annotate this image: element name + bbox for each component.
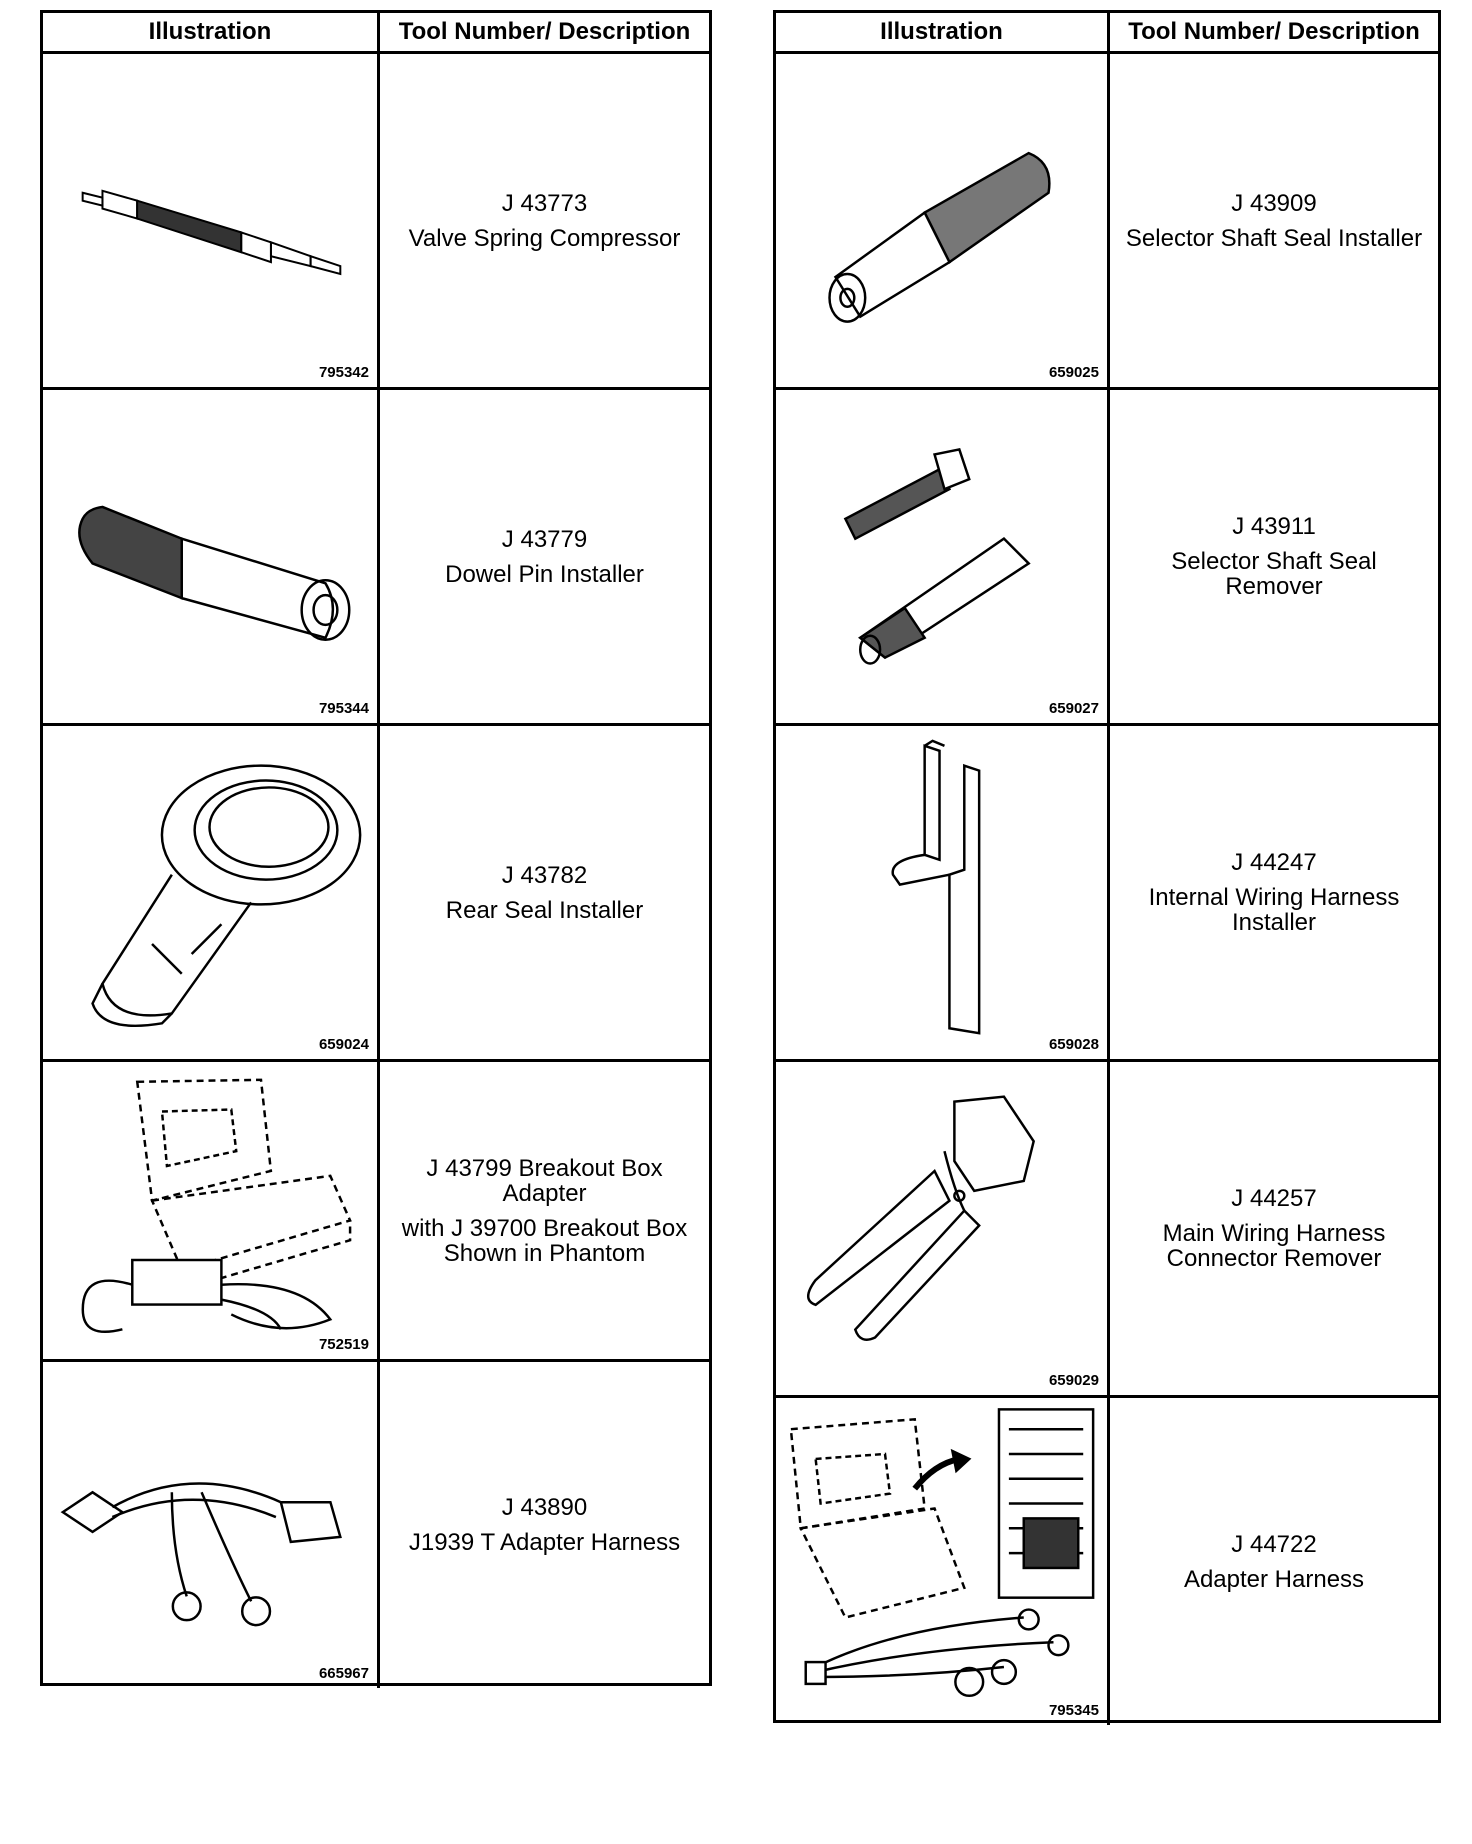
tool-description — [1110, 1062, 1438, 1395]
tool-description — [380, 1062, 709, 1359]
tool-description-line: Dowel Pin Installer — [445, 560, 644, 588]
right-tool-table — [773, 10, 1441, 1723]
tool-illustration-cell — [43, 726, 380, 1059]
table-row — [776, 1062, 1438, 1398]
tool-description-line: J1939 T Adapter Harness — [408, 1529, 681, 1556]
table-row — [43, 54, 709, 390]
tool-description — [380, 54, 709, 387]
tool-description-line: Main Wiring Harness — [1162, 1220, 1386, 1247]
tool-description — [1110, 390, 1438, 723]
tool-description-line: Installer — [1231, 909, 1317, 936]
header-tool-description: Tool Number/ Description — [398, 18, 691, 45]
tool-illustration-cell — [776, 1062, 1110, 1395]
rear-seal-installer-illustration — [43, 726, 377, 1059]
tool-number: J 43773 — [501, 189, 588, 217]
breakout-box-adapter-illustration — [43, 1062, 377, 1359]
tool-illustration-cell — [43, 54, 380, 387]
tool-illustration-cell — [43, 1362, 380, 1688]
tool-description — [380, 726, 709, 1059]
tool-description — [1110, 1398, 1438, 1725]
tool-description — [380, 1362, 709, 1688]
tool-description — [1110, 54, 1438, 387]
table-row — [43, 1362, 709, 1688]
figure-number: 665967 — [318, 1665, 369, 1682]
figure-number: 795345 — [1048, 1702, 1099, 1719]
tool-number: J 43890 — [501, 1494, 588, 1521]
tool-description-line: Selector Shaft Seal — [1171, 548, 1377, 575]
adapter-harness-illustration — [776, 1398, 1107, 1725]
tool-description-line: Internal Wiring Harness — [1148, 884, 1400, 911]
figure-number: 659025 — [1048, 364, 1099, 381]
main-wiring-harness-connector-remover-illustration — [776, 1062, 1107, 1395]
tool-description-line: Rear Seal Installer — [445, 896, 644, 924]
tool-description-line: Adapter Harness — [1183, 1565, 1365, 1593]
tool-illustration-cell — [776, 1398, 1110, 1725]
table-row — [776, 390, 1438, 726]
table-row — [776, 54, 1438, 390]
j1939-adapter-harness-illustration — [43, 1362, 377, 1688]
tool-illustration-cell — [43, 1062, 380, 1359]
table-row — [43, 390, 709, 726]
tool-number: J 43782 — [501, 861, 588, 889]
table-row — [776, 726, 1438, 1062]
table-header — [776, 13, 1438, 54]
tool-illustration-cell — [43, 390, 380, 723]
header-illustration: Illustration — [43, 13, 380, 51]
selector-shaft-seal-remover-illustration — [776, 390, 1107, 723]
valve-spring-compressor-illustration — [43, 54, 377, 387]
dowel-pin-installer-illustration — [43, 390, 377, 723]
tool-number: J 43779 — [501, 525, 588, 553]
tool-description-line: Selector Shaft Seal Installer — [1125, 224, 1423, 252]
header-illustration: Illustration — [776, 13, 1110, 51]
selector-shaft-seal-installer-illustration — [776, 54, 1107, 387]
tool-description-line: with J 39700 Breakout Box — [401, 1214, 688, 1242]
tool-description — [380, 390, 709, 723]
table-row — [43, 1062, 709, 1362]
tool-number: J 43909 — [1231, 189, 1317, 217]
left-tool-table — [40, 10, 712, 1686]
header-tool-description: Tool Number/ Description — [1128, 18, 1420, 45]
tool-number: J 44257 — [1231, 1185, 1317, 1212]
internal-wiring-harness-installer-illustration — [776, 726, 1107, 1059]
figure-number: 659024 — [318, 1036, 369, 1053]
tool-illustration-cell — [776, 390, 1110, 723]
figure-number: 752519 — [318, 1336, 369, 1353]
table-row — [43, 726, 709, 1062]
figure-number: 659027 — [1048, 700, 1099, 717]
tool-illustration-cell — [776, 54, 1110, 387]
tool-number: J 44247 — [1231, 849, 1317, 876]
figure-number: 659028 — [1048, 1036, 1099, 1053]
table-row — [776, 1398, 1438, 1725]
figure-number: 659029 — [1048, 1372, 1099, 1389]
figure-number: 795344 — [318, 700, 369, 717]
tool-description-line: Adapter — [502, 1179, 587, 1207]
tool-number: J 43799 Breakout Box — [426, 1154, 663, 1182]
tool-description — [1110, 726, 1438, 1059]
tool-number: J 44722 — [1231, 1530, 1317, 1558]
tool-number: J 43911 — [1232, 513, 1316, 540]
tool-description-line: Remover — [1225, 573, 1323, 600]
tool-description-line: Shown in Phantom — [443, 1239, 646, 1267]
figure-number: 795342 — [318, 364, 369, 381]
tool-description-line: Valve Spring Compressor — [408, 224, 681, 252]
tool-description-line: Connector Remover — [1166, 1245, 1382, 1272]
table-header — [43, 13, 709, 54]
tool-illustration-cell — [776, 726, 1110, 1059]
